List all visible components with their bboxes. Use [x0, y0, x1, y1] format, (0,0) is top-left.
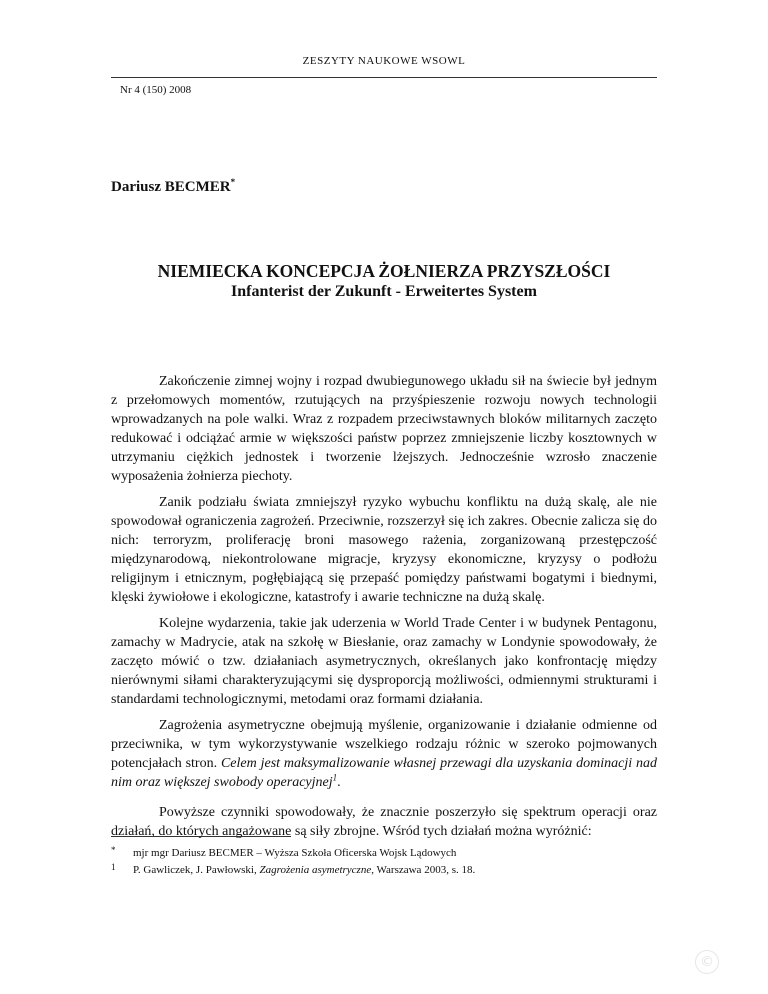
article-title: NIEMIECKA KONCEPCJA ŻOŁNIERZA PRZYSZŁOŚCI — [157, 261, 611, 281]
author-footnote-mark: * — [230, 177, 236, 187]
paragraph-5: Powyższe czynniki spowodowały, że znacznie poszerzyło się spektrum operacji oraz działań, do których angażowane są siły zbrojne. Wśród tych działań można wyróżnić: — [111, 805, 657, 839]
article-title-block — [0, 260, 768, 302]
footnote-text-before: P. Gawliczek, J. Pawłowski, — [133, 864, 260, 876]
footnote-mark: * — [111, 845, 116, 855]
paragraph-4-quote: Celem jest maksymalizowanie własnej przewagi dla uzyskania dominacji nad nim oraz większej swobody operacyjnej — [111, 756, 658, 790]
footnote-text: mjr mgr Dariusz BECMER – Wyższa Szkoła Oficerska Wojsk Lądowych — [133, 847, 457, 859]
article-body — [111, 372, 657, 848]
header-rule — [111, 77, 657, 78]
paragraph-2: Zanik podziału świata zmniejszył ryzyko wybuchu konfliktu na dużą skalę, ale nie spowodował ograniczenia zagrożeń. Przeciwnie, rozszerzył się ich zakres. Obecnie zalicza się do nich: terroryzm, proliferację broni masowego rażenia, zorganizowaną przestępczość międzynarodową, niekontrolowane migracje, kryzysy ekonomiczne, kryzysy o podłożu religijnym i etnicznym, pogłębiającą się przepaść pomiędzy państwami bogatymi i biednymi, klęski żywiołowe i ekologiczne, katastrofy i awarie techniczne na dużą skalę. — [111, 495, 657, 605]
footnote-rule — [111, 836, 291, 837]
paragraph-4-end: . — [337, 775, 341, 790]
article-subtitle: Infanterist der Zukunft - Erweitertes System — [231, 283, 537, 300]
footnote-1 — [111, 862, 657, 879]
author-name-text: Dariusz BECMER — [111, 179, 231, 195]
author-name — [111, 179, 235, 196]
paragraph-1: Zakończenie zimnej wojny i rozpad dwubiegunowego układu sił na świecie był jednym z przełomowych momentów, rzutujących na przyśpieszenie rozwoju nowych technologii wprowadzanych na pole walki. Wraz z rozpadem przeciwstawnych bloków militarnych zaczęto redukować i odciążać armie w większości państw poprzez zmniejszenie liczby kosztownych w utrzymaniu ciężkich jednostek i tworzenie lżejszych. Jednocześnie wzrosło znaczenie wyposażenia żołnierza piechoty. — [111, 374, 657, 484]
watermark-icon: © — [695, 950, 719, 974]
issue-number: Nr 4 (150) 2008 — [120, 84, 192, 96]
paragraph-4 — [111, 716, 657, 792]
footnote-author — [111, 845, 657, 862]
footnote-cited-title: Zagrożenia asymetryczne — [259, 864, 372, 876]
footnote-ref-1: 1 — [332, 772, 338, 783]
footnote-text-after: , Warszawa 2003, s. 18. — [371, 864, 476, 876]
journal-title: ZESZYTY NAUKOWE WSOWL — [302, 55, 466, 67]
footnotes — [111, 845, 657, 879]
footnote-mark: 1 — [111, 862, 116, 872]
paragraph-4-text: Zagrożenia asymetryczne obejmują myślenie, organizowanie i działanie odmienne od przeciwnika, w tym wykorzystywanie wszelkiego rodzaju różnic w szeroko pojmowanych potencjałach stron. — [111, 718, 657, 771]
paragraph-3: Kolejne wydarzenia, takie jak uderzenia w World Trade Center i w budynek Pentagonu, zamachy w Madrycie, atak na szkołę w Biesłanie, oraz zamachy w Londynie spowodowały, że zaczęto mówić o tzw. działaniach asymetrycznych, określanych jako konfrontację między nierównymi siłami charakteryzującymi się dysproporcją możliwości, odmiennymi strukturami i standardami technologicznymi, metodami oraz formami działania. — [111, 616, 657, 707]
